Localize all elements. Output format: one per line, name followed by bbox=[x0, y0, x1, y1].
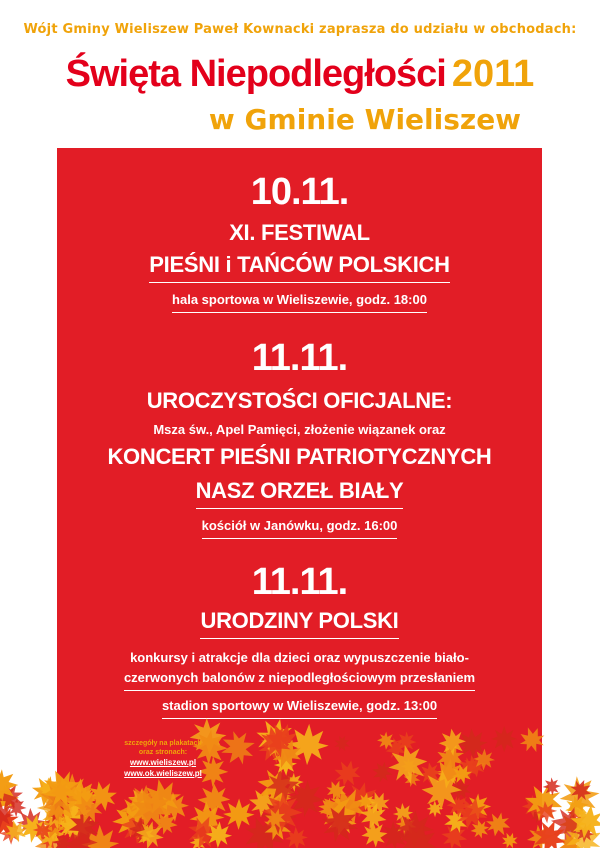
event-1-subtitle bbox=[57, 250, 542, 283]
leaf-cluster bbox=[0, 710, 600, 848]
event-3-date: 11.11. bbox=[251, 561, 348, 603]
leaf-icon bbox=[286, 723, 329, 766]
autumn-leaves-decoration bbox=[0, 700, 600, 848]
event-3-description-2 bbox=[57, 668, 542, 691]
title-year: 2011 bbox=[451, 53, 535, 95]
footnote bbox=[98, 739, 228, 779]
event-1-date: 10.11. bbox=[250, 171, 349, 213]
event-3-description-2-text: czerwonych balonów z niepodległościowym przesłaniem bbox=[124, 668, 475, 691]
footnote-line-1: szczegóły na plakatach bbox=[124, 740, 202, 747]
poster-title bbox=[0, 52, 600, 96]
leaf-icon bbox=[481, 807, 515, 841]
event-3-title-text: URODZINY POLSKI bbox=[200, 606, 398, 639]
title-main: Święta Niepodległości bbox=[65, 53, 446, 95]
event-3-description-1: konkursy i atrakcje dla dzieci oraz wypuszczenie biało- bbox=[130, 650, 469, 665]
leaf-icon bbox=[223, 798, 255, 830]
event-3-title bbox=[57, 606, 542, 639]
event-2-date: 11.11. bbox=[251, 337, 348, 379]
leaf-icon bbox=[516, 723, 549, 756]
poster-subtitle: w Gminie Wieliszew bbox=[208, 103, 522, 136]
event-1-venue bbox=[57, 290, 542, 313]
event-2-venue-text: kościół w Janówku, godz. 16:00 bbox=[202, 516, 398, 539]
event-2-venue bbox=[57, 516, 542, 539]
leaf-icon bbox=[369, 759, 394, 784]
event-1-subtitle-text: PIEŚNI i TAŃCÓW POLSKICH bbox=[149, 250, 449, 283]
event-1-title: XI. FESTIWAL bbox=[229, 220, 370, 245]
footnote-link-2[interactable]: www.ok.wieliszew.pl bbox=[124, 769, 202, 778]
leaf-icon bbox=[331, 733, 353, 755]
invitation-line: Wójt Gminy Wieliszew Paweł Kownacki zaprasza do udziału w obchodach: bbox=[23, 22, 577, 37]
event-3-venue-text: stadion sportowy w Wieliszewie, godz. 13:00 bbox=[162, 696, 437, 719]
event-2-description: Msza św., Apel Pamięci, złożenie wiązanek oraz bbox=[153, 422, 446, 437]
event-2-concert: KONCERT PIEŚNI PATRIOTYCZNYCH bbox=[107, 444, 492, 469]
event-2-concert-name bbox=[57, 476, 542, 509]
footnote-link-1[interactable]: www.wieliszew.pl bbox=[129, 758, 197, 767]
footnote-line-2: oraz stronach: bbox=[138, 749, 188, 756]
event-2-concert-name-text: NASZ ORZEŁ BIAŁY bbox=[196, 476, 404, 509]
event-1-venue-text: hala sportowa w Wieliszewie, godz. 18:00 bbox=[172, 290, 427, 313]
leaf-icon bbox=[284, 826, 309, 848]
event-2-title: UROCZYSTOŚCI OFICJALNE: bbox=[146, 388, 453, 413]
leaf-icon bbox=[491, 726, 517, 752]
